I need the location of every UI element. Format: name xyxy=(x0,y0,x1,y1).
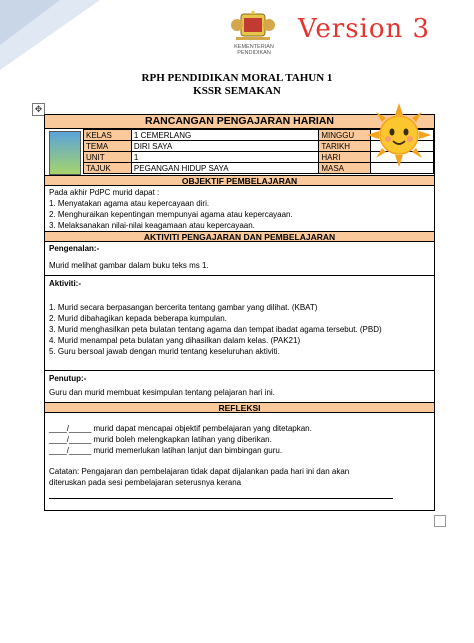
note-line: Catatan: Pengajaran dan pembelajaran tidak dapat dijalankan pada hari ini dan akan xyxy=(49,467,350,476)
minggu-label: MINGGU xyxy=(319,130,371,141)
activity-step: 4. Murid menampal peta bulatan yang dihasilkan dalam kelas. (PAK21) xyxy=(49,336,301,345)
tajuk-value[interactable]: PEGANGAN HIDUP SAYA xyxy=(131,163,318,174)
activity-step: 3. Murid menghasilkan peta bulatan tentang agama dan tempat ibadat agama tersebut. (PBD) xyxy=(49,325,382,334)
activity-step: 2. Murid dibahagikan kepada beberapa kumpulan. xyxy=(49,314,227,323)
reflection-line[interactable]: ____/_____ murid boleh melengkapkan latihan yang diberikan. xyxy=(49,435,272,444)
document-subtitle: KSSR SEMAKAN xyxy=(193,85,281,97)
objectives-intro: Pada akhir PdPC murid dapat : xyxy=(49,188,160,197)
hari-label: HARI xyxy=(319,152,371,163)
note-answer-line[interactable] xyxy=(49,498,393,499)
sun-icon xyxy=(367,103,431,167)
divider xyxy=(45,370,434,371)
note-line: diteruskan pada sesi pembelajaran seterusnya kerana xyxy=(49,478,242,487)
intro-label: Pengenalan:- xyxy=(49,244,100,253)
version-label: Version 3 xyxy=(298,14,431,44)
table-move-handle[interactable]: ✥ xyxy=(32,103,45,116)
tajuk-label: TAJUK xyxy=(84,163,132,174)
objectives-heading: OBJEKTIF PEMBELAJARAN xyxy=(45,175,434,186)
kelas-label: KELAS xyxy=(84,130,132,141)
tema-label: TEMA xyxy=(84,141,132,152)
divider xyxy=(45,275,434,276)
tema-value[interactable]: DIRI SAYA xyxy=(131,141,318,152)
tarikh-label: TARIKH xyxy=(319,141,371,152)
unit-label: UNIT xyxy=(84,152,132,163)
reflection-line[interactable]: ____/_____ murid dapat mencapai objektif pembelajaran yang ditetapkan. xyxy=(49,424,312,433)
intro-text: Murid melihat gambar dalam buku teks ms 1. xyxy=(49,261,209,270)
kelas-value[interactable]: 1 CEMERLANG xyxy=(131,130,318,141)
objective-item: 3. Melaksanakan nilai-nilai keagamaan atau kepercayaan. xyxy=(49,221,255,230)
plan-title: RANCANGAN PENGAJARAN HARIAN xyxy=(45,115,434,129)
reflection-line[interactable]: ____/_____ murid memerlukan latihan lanjut dan bimbingan guru. xyxy=(49,446,283,455)
table-resize-handle[interactable] xyxy=(434,515,446,527)
activities-heading: AKTIVITI PENGAJARAN DAN PEMBELAJARAN xyxy=(45,231,434,242)
objective-item: 1. Menyatakan agama atau kepercayaan diri. xyxy=(49,199,210,208)
document-title: RPH PENDIDIKAN MORAL TAHUN 1 xyxy=(141,72,333,84)
objective-item: 2. Menghuraikan kepentingan mempunyai agama atau kepercayaan. xyxy=(49,210,293,219)
activity-step: 1. Murid secara berpasangan bercerita tentang gambar yang dilihat. (KBAT) xyxy=(49,303,318,312)
closing-label: Penutup:- xyxy=(49,374,87,383)
activity-step: 5. Guru bersoal jawab dengan murid tentang keseluruhan aktiviti. xyxy=(49,347,280,356)
lesson-plan-table xyxy=(44,114,435,511)
page-corner-decoration xyxy=(0,0,100,70)
reflection-heading: REFLEKSI xyxy=(45,402,434,413)
activity-label: Aktiviti:- xyxy=(49,279,81,288)
closing-text: Guru dan murid membuat kesimpulan tentang pelajaran hari ini. xyxy=(49,388,275,397)
textbook-cover-icon xyxy=(49,131,81,175)
unit-value[interactable]: 1 xyxy=(131,152,318,163)
ministry-name: KEMENTERIAN PENDIDIKAN xyxy=(234,44,274,56)
masa-label: MASA xyxy=(319,163,371,174)
